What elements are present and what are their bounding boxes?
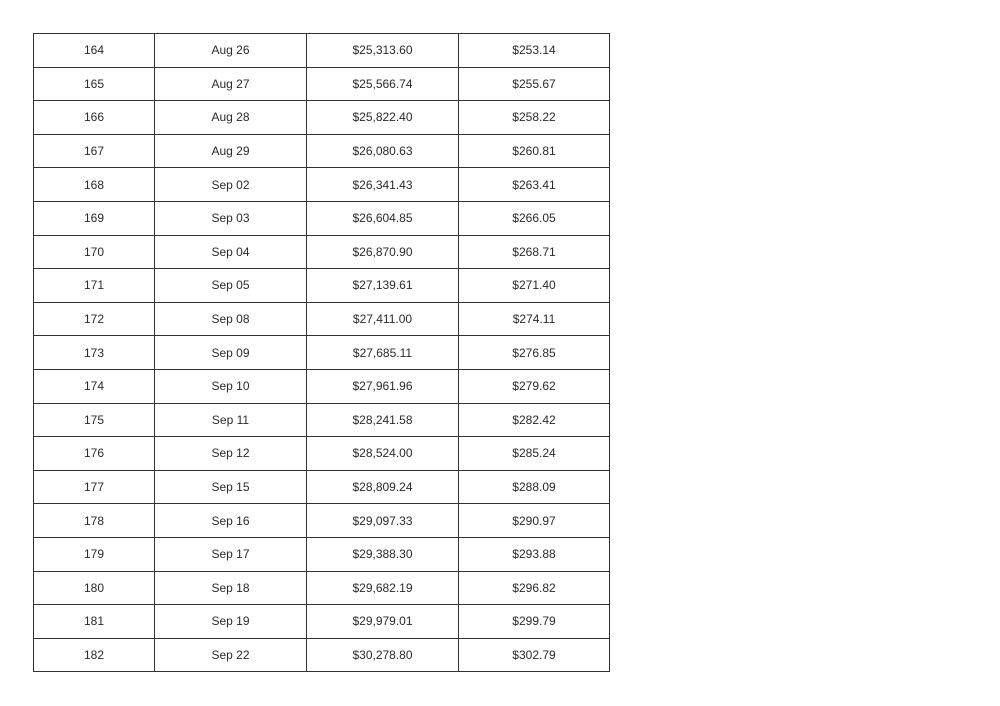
table-row	[34, 369, 610, 403]
row-number-cell: 166	[34, 101, 155, 135]
date-cell: Sep 04	[155, 235, 307, 269]
row-number-cell: 174	[34, 369, 155, 403]
table-row	[34, 235, 610, 269]
balance-cell: $26,604.85	[307, 201, 459, 235]
table-row	[34, 605, 610, 639]
row-number-cell: 171	[34, 269, 155, 303]
row-number-cell: 164	[34, 34, 155, 68]
interest-cell: $285.24	[459, 437, 610, 471]
row-number-cell: 181	[34, 605, 155, 639]
table-row	[34, 336, 610, 370]
interest-cell: $279.62	[459, 369, 610, 403]
row-number-cell: 180	[34, 571, 155, 605]
table-row	[34, 101, 610, 135]
date-cell: Sep 12	[155, 437, 307, 471]
table-row	[34, 437, 610, 471]
row-number-cell: 165	[34, 67, 155, 101]
date-cell: Sep 05	[155, 269, 307, 303]
balance-cell: $29,388.30	[307, 537, 459, 571]
interest-cell: $290.97	[459, 504, 610, 538]
interest-cell: $288.09	[459, 470, 610, 504]
balance-cell: $27,139.61	[307, 269, 459, 303]
date-cell: Aug 27	[155, 67, 307, 101]
interest-cell: $302.79	[459, 638, 610, 672]
table-row	[34, 67, 610, 101]
row-number-cell: 178	[34, 504, 155, 538]
interest-cell: $258.22	[459, 101, 610, 135]
interest-cell: $293.88	[459, 537, 610, 571]
row-number-cell: 167	[34, 134, 155, 168]
date-cell: Sep 03	[155, 201, 307, 235]
date-cell: Sep 11	[155, 403, 307, 437]
date-cell: Sep 17	[155, 537, 307, 571]
table-row	[34, 638, 610, 672]
row-number-cell: 177	[34, 470, 155, 504]
interest-cell: $253.14	[459, 34, 610, 68]
table-row	[34, 504, 610, 538]
table-row	[34, 134, 610, 168]
balance-cell: $29,682.19	[307, 571, 459, 605]
balance-cell: $26,080.63	[307, 134, 459, 168]
table-row	[34, 34, 610, 68]
table-row	[34, 470, 610, 504]
row-number-cell: 179	[34, 537, 155, 571]
date-cell: Sep 19	[155, 605, 307, 639]
date-cell: Sep 16	[155, 504, 307, 538]
balance-cell: $26,870.90	[307, 235, 459, 269]
interest-cell: $255.67	[459, 67, 610, 101]
date-cell: Aug 29	[155, 134, 307, 168]
balance-cell: $28,809.24	[307, 470, 459, 504]
table-row	[34, 201, 610, 235]
date-cell: Sep 22	[155, 638, 307, 672]
table-body	[34, 34, 610, 672]
interest-cell: $296.82	[459, 571, 610, 605]
balance-cell: $27,961.96	[307, 369, 459, 403]
balance-cell: $27,685.11	[307, 336, 459, 370]
balance-cell: $29,097.33	[307, 504, 459, 538]
row-number-cell: 176	[34, 437, 155, 471]
table-row	[34, 403, 610, 437]
interest-cell: $260.81	[459, 134, 610, 168]
table-row	[34, 302, 610, 336]
date-cell: Aug 28	[155, 101, 307, 135]
table-row	[34, 537, 610, 571]
date-cell: Sep 08	[155, 302, 307, 336]
row-number-cell: 169	[34, 201, 155, 235]
balance-cell: $26,341.43	[307, 168, 459, 202]
balance-cell: $25,313.60	[307, 34, 459, 68]
interest-cell: $263.41	[459, 168, 610, 202]
row-number-cell: 168	[34, 168, 155, 202]
interest-cell: $299.79	[459, 605, 610, 639]
row-number-cell: 182	[34, 638, 155, 672]
table-row	[34, 168, 610, 202]
date-cell: Sep 15	[155, 470, 307, 504]
balance-cell: $28,524.00	[307, 437, 459, 471]
balance-cell: $27,411.00	[307, 302, 459, 336]
interest-cell: $268.71	[459, 235, 610, 269]
row-number-cell: 172	[34, 302, 155, 336]
data-table	[33, 33, 610, 672]
row-number-cell: 173	[34, 336, 155, 370]
date-cell: Sep 02	[155, 168, 307, 202]
interest-cell: $276.85	[459, 336, 610, 370]
interest-cell: $274.11	[459, 302, 610, 336]
row-number-cell: 170	[34, 235, 155, 269]
balance-cell: $29,979.01	[307, 605, 459, 639]
interest-cell: $282.42	[459, 403, 610, 437]
balance-cell: $28,241.58	[307, 403, 459, 437]
table-row	[34, 571, 610, 605]
date-cell: Sep 10	[155, 369, 307, 403]
balance-cell: $25,566.74	[307, 67, 459, 101]
balance-cell: $30,278.80	[307, 638, 459, 672]
interest-cell: $266.05	[459, 201, 610, 235]
date-cell: Sep 09	[155, 336, 307, 370]
date-cell: Aug 26	[155, 34, 307, 68]
interest-cell: $271.40	[459, 269, 610, 303]
table-row	[34, 269, 610, 303]
row-number-cell: 175	[34, 403, 155, 437]
balance-cell: $25,822.40	[307, 101, 459, 135]
date-cell: Sep 18	[155, 571, 307, 605]
